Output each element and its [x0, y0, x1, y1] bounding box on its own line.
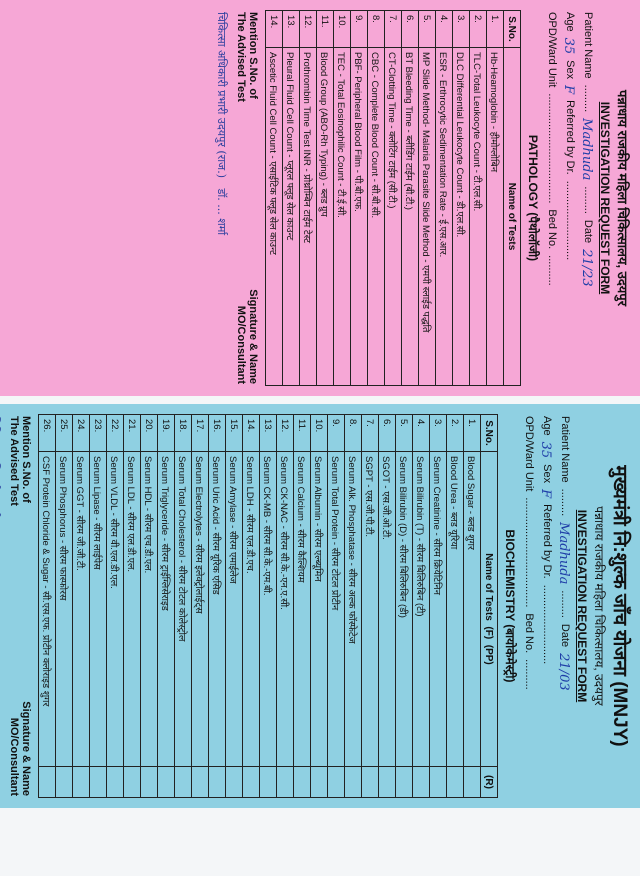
test-r-checkbox[interactable] [158, 767, 175, 798]
stamp-text: चिकित्सा अधिकारी प्रभारी [215, 12, 228, 115]
test-sno: 4. [413, 415, 430, 452]
section-title: BIOCHEMISTRY (बायोकेमेस्ट्री) [503, 529, 517, 683]
test-sno: 7. [385, 11, 402, 48]
table-row [243, 415, 260, 798]
mention-text: Mention S.No. of [247, 12, 259, 99]
test-r-checkbox[interactable] [243, 767, 260, 798]
test-name[interactable]: Pleural Fluid Cell Count - प्लूरल फ्लूड सेल काउन्ट [283, 48, 300, 386]
test-name[interactable]: DLC Differential Leukocyte Count - डी.एल.सी. [453, 48, 470, 386]
footer [8, 416, 32, 796]
table-row [436, 11, 453, 386]
test-sno: 16. [209, 415, 226, 452]
test-r-checkbox[interactable] [226, 767, 243, 798]
table-row [175, 415, 192, 798]
test-name[interactable]: Serum Amylase - सीरम एमाईलेज [226, 452, 243, 767]
table-row [328, 415, 345, 798]
sex-value[interactable]: F [561, 85, 576, 95]
patient-row: Patient Name ......... Madhuda ......... Date 21/03 [556, 416, 571, 691]
test-name[interactable]: Serum Uric Acid - सीरम यूरिक एसिड [209, 452, 226, 767]
test-r-checkbox[interactable] [464, 767, 481, 798]
test-r-checkbox[interactable] [447, 767, 464, 798]
sex-label: Sex [564, 60, 576, 80]
stamp [214, 12, 229, 384]
test-name[interactable]: Hb-Heamoglobin - हीमोग्लोबिन [487, 48, 504, 386]
test-name[interactable]: Serum Creatinine - सीरम क्रियेटिनिन [430, 452, 447, 767]
test-sno: 3. [453, 11, 470, 48]
test-r-checkbox[interactable] [430, 767, 447, 798]
pathology-form [0, 0, 640, 396]
test-sno: 14. [243, 415, 260, 452]
test-sno: 23. [90, 415, 107, 452]
test-sno: 9. [351, 11, 368, 48]
test-name[interactable]: Serum VLDL - सीरम वी.एल.डी.एल. [107, 452, 124, 767]
test-name[interactable]: Serum CK-MB - सीरम सी.के.-एम.बी. [260, 452, 277, 767]
patient-row: Patient Name ......... Madhuda ......... Date 21/23 [579, 12, 594, 287]
test-sno: 24. [73, 415, 90, 452]
signature-text: Signature & Name [20, 701, 32, 796]
table-row [226, 415, 243, 798]
hospital-title: पन्नाधाय राजकीय महिला चिकित्सालय, उदयपुर [592, 506, 606, 706]
pathology-form-sheet [0, 0, 640, 396]
test-name[interactable]: MP Slide Method- Malaria Parasite Slide Method - एमपी स्लाईड पद्धति [419, 48, 436, 386]
biochemistry-test-table [38, 414, 498, 798]
test-name[interactable]: Prothrombin Time Test INR - प्रोथ्रोम्बिन टाईम टेस्ट [300, 48, 317, 386]
stamp-sub [0, 522, 1, 582]
patient-label: Patient Name [559, 416, 571, 483]
table-row [192, 415, 209, 798]
test-name[interactable]: SGPT - एस.जी.पी.टी. [362, 452, 379, 767]
test-r-checkbox[interactable] [141, 767, 158, 798]
table-row [124, 415, 141, 798]
test-name[interactable]: CT-Clotting Time - क्लोटिंग टाईम (सी.टी.) [385, 48, 402, 386]
test-sno: 7. [362, 415, 379, 452]
age-value[interactable]: 35 [561, 37, 576, 55]
referred-label: Referred by Dr. [541, 504, 553, 579]
date-value[interactable]: 21/03 [556, 653, 571, 691]
test-r-checkbox[interactable] [39, 767, 56, 798]
patient-label: Patient Name [582, 12, 594, 79]
test-name[interactable]: CBC - Complete Blood Count - सी.बी.सी. [368, 48, 385, 386]
table-row [141, 415, 158, 798]
table-row [300, 11, 317, 386]
footer [235, 12, 259, 384]
test-sno: 10. [311, 415, 328, 452]
test-sno: 15. [226, 415, 243, 452]
col-name-label: Name of Tests [483, 553, 495, 621]
test-name[interactable]: Ascetic Fluid Cell Count - एसाईटिक फ्लूड सेल काउन्ट [266, 48, 283, 386]
table-row [317, 11, 334, 386]
col-name [481, 452, 498, 767]
col-sno: S.No. [481, 415, 498, 452]
test-sno: 2. [447, 415, 464, 452]
test-sno: 6. [379, 415, 396, 452]
date-label: Date [559, 623, 571, 648]
test-r-checkbox[interactable] [209, 767, 226, 798]
test-r-checkbox[interactable] [294, 767, 311, 798]
table-row [396, 415, 413, 798]
test-name[interactable]: Serum HDL - सीरम एच.डी.एल. [141, 452, 158, 767]
advised-text: The Advised Test [235, 12, 247, 102]
table-row [39, 415, 56, 798]
table-row [311, 415, 328, 798]
form-title: INVESTIGATION REQUEST FORM [575, 509, 589, 703]
test-sno: 1. [464, 415, 481, 452]
scheme-title: मुख्यमंत्री नि:शुल्क जाँच योजना (MNJY) [609, 465, 630, 747]
stamp-sub: उदयपुर (राज.) [215, 117, 228, 179]
col-f: (F) [483, 626, 495, 640]
test-name[interactable]: Serum Lipase - सीरम लाईपेस [90, 452, 107, 767]
consultant-text: MO/Consultant [8, 717, 20, 796]
col-sno: S.No. [504, 11, 521, 48]
table-row [362, 415, 379, 798]
test-sno: 19. [158, 415, 175, 452]
table-row [351, 11, 368, 386]
table-row [277, 415, 294, 798]
sex-value[interactable]: F [538, 489, 553, 499]
patient-value[interactable]: Madhuda [556, 522, 571, 585]
test-name[interactable]: Serum Albumin - सीरम एल्ब्यूमिन [311, 452, 328, 767]
age-row: Age 35 Sex F Referred by Dr. .......................... [561, 12, 576, 261]
test-sno: 13. [283, 11, 300, 48]
test-name[interactable]: Blood Urea - ब्लड यूरिया [447, 452, 464, 767]
test-sno: 14. [266, 11, 283, 48]
stamp [0, 416, 2, 796]
test-name[interactable]: Serum Calcium - सीरम कैल्शियम [294, 452, 311, 767]
opd-label: OPD/Ward Unit [523, 416, 535, 492]
test-name[interactable]: Serum Electrolytes - सीरम इलेक्ट्रोलाईट्स [192, 452, 209, 767]
test-sno: 5. [419, 11, 436, 48]
test-sno: 17. [192, 415, 209, 452]
test-sno: 1. [487, 11, 504, 48]
test-name[interactable]: Serum Bilirubin (T) - सीरम बिलिरुबिन (टी) [413, 452, 430, 767]
signature-hand: डॉ. ... शर्मा [215, 188, 228, 236]
consultant-text: MO/Consultant [235, 305, 247, 384]
test-name[interactable]: Serum Total Protein - सीरम टोटल प्रोटीन [328, 452, 345, 767]
test-sno: 12. [277, 415, 294, 452]
table-row [334, 11, 351, 386]
table-row [158, 415, 175, 798]
age-label: Age [541, 416, 553, 436]
test-sno: 5. [396, 415, 413, 452]
section-title: PATHOLOGY (पैथोलॉजी) [526, 134, 540, 262]
advised-text: The Advised Test [8, 416, 20, 506]
bed-label: Bed No. [523, 613, 535, 654]
age-row: Age 35 Sex F Referred by Dr. .......................... [538, 416, 553, 665]
table-row [430, 415, 447, 798]
test-name[interactable]: Serum LDH - सीरम एल.डी.एच. [243, 452, 260, 767]
test-sno: 8. [345, 415, 362, 452]
stamp-text [0, 416, 1, 518]
test-r-checkbox[interactable] [90, 767, 107, 798]
table-row [402, 11, 419, 386]
test-name[interactable]: Serum Bilirubin (D) - सीरम बिलिरुबिन (डी) [396, 452, 413, 767]
opd-row: OPD/Ward Unit .................................... Bed No. .......... [523, 416, 535, 690]
table-row [368, 11, 385, 386]
table-row [56, 415, 73, 798]
test-r-checkbox[interactable] [345, 767, 362, 798]
col-pp: (PP) [483, 644, 495, 665]
bed-label: Bed No. [546, 209, 558, 250]
table-row [470, 11, 487, 386]
test-sno: 25. [56, 415, 73, 452]
patient-value[interactable]: Madhuda [579, 118, 594, 181]
test-r-checkbox[interactable] [56, 767, 73, 798]
table-row [419, 11, 436, 386]
test-r-checkbox[interactable] [277, 767, 294, 798]
test-sno: 10. [334, 11, 351, 48]
table-row [209, 415, 226, 798]
table-row [413, 415, 430, 798]
table-row [294, 415, 311, 798]
table-row [107, 415, 124, 798]
test-sno: 4. [436, 11, 453, 48]
table-row [453, 11, 470, 386]
date-label: Date [582, 219, 594, 244]
referred-label: Referred by Dr. [564, 100, 576, 175]
age-label: Age [564, 12, 576, 32]
test-r-checkbox[interactable] [107, 767, 124, 798]
table-row [260, 415, 277, 798]
table-row [385, 11, 402, 386]
table-row [345, 415, 362, 798]
test-name[interactable]: TLC-Total Leukocyte Count - टी.एल.सी. [470, 48, 487, 386]
test-sno: 20. [141, 415, 158, 452]
biochemistry-form [0, 404, 640, 808]
hospital-title: पन्नाधाय राजकीय महिला चिकित्सालय, उदयपुर [615, 89, 630, 307]
test-sno: 9. [328, 415, 345, 452]
col-r: (R) [481, 767, 498, 798]
test-r-checkbox[interactable] [124, 767, 141, 798]
test-name[interactable]: Serum GGT - सीरम जी.जी.टी. [73, 452, 90, 767]
test-name[interactable]: ESR - Erthrocytic Sedimentation Rate - ई.एस.आर. [436, 48, 453, 386]
test-name[interactable]: Blood Group (ABO-Rh Typing) - ब्लड ग्रुप [317, 48, 334, 386]
date-value[interactable]: 21/23 [579, 249, 594, 287]
test-sno: 22. [107, 415, 124, 452]
age-value[interactable]: 35 [538, 441, 553, 459]
test-r-checkbox[interactable] [192, 767, 209, 798]
test-name[interactable]: PBF- Peripheral Blood Film - पी.बी.एफ. [351, 48, 368, 386]
form-title: INVESTIGATION REQUEST FORM [598, 101, 612, 295]
test-name[interactable]: CSF Protein Chloride & Sugar - सी.एस.एफ. प्रोटीन क्लोराइड शुगर [39, 452, 56, 767]
table-row [90, 415, 107, 798]
test-name[interactable]: Serum Total Cholesterol - सीरम टोटल कोलेस्ट्रोल [175, 452, 192, 767]
col-name: Name of Tests [504, 48, 521, 386]
sex-label: Sex [541, 464, 553, 484]
test-name[interactable]: TEC - Total Eosinophilic Count - टी.ई.सी. [334, 48, 351, 386]
test-sno: 11. [317, 11, 334, 48]
table-header [504, 11, 521, 386]
test-name[interactable]: Serum LDL - सीरम एल.डी.एल. [124, 452, 141, 767]
test-r-checkbox[interactable] [175, 767, 192, 798]
test-sno: 13. [260, 415, 277, 452]
table-row [283, 11, 300, 386]
table-row [447, 415, 464, 798]
signature-text: Signature & Name [247, 289, 259, 384]
table-row [266, 11, 283, 386]
test-sno: 21. [124, 415, 141, 452]
table-row [379, 415, 396, 798]
test-r-checkbox[interactable] [311, 767, 328, 798]
test-sno: 2. [470, 11, 487, 48]
test-name[interactable]: SGOT - एस.जी.ओ.टी. [379, 452, 396, 767]
test-name[interactable]: Blood Sugar - ब्लड शुगर [464, 452, 481, 767]
opd-row: OPD/Ward Unit .................................... Bed No. .......... [546, 12, 558, 286]
test-r-checkbox[interactable] [413, 767, 430, 798]
test-name[interactable]: Serum Phosphorus - सीरम फास्फोरस [56, 452, 73, 767]
test-sno: 8. [368, 11, 385, 48]
table-header [481, 415, 498, 798]
test-r-checkbox[interactable] [362, 767, 379, 798]
test-sno: 26. [39, 415, 56, 452]
test-name[interactable]: Serum Alk. Phosphatase - सीरम अल्क फॉस्फेटेज [345, 452, 362, 767]
test-sno: 12. [300, 11, 317, 48]
test-sno: 3. [430, 415, 447, 452]
biochemistry-form-sheet [0, 404, 640, 808]
test-r-checkbox[interactable] [396, 767, 413, 798]
mention-text: Mention S.No. of [20, 416, 32, 503]
test-name[interactable]: BT Bleeding Time - ब्लीडिंग टाईम (बी.टी.) [402, 48, 419, 386]
test-r-checkbox[interactable] [379, 767, 396, 798]
test-r-checkbox[interactable] [260, 767, 277, 798]
test-name[interactable]: Serum Triglyceride - सीरम ट्राईग्लिसेराइड [158, 452, 175, 767]
table-row [487, 11, 504, 386]
table-row [73, 415, 90, 798]
opd-label: OPD/Ward Unit [546, 12, 558, 88]
test-name[interactable]: Serum CK-NAC - सीरम सी.के.-एन.ए.सी. [277, 452, 294, 767]
test-sno: 18. [175, 415, 192, 452]
test-r-checkbox[interactable] [328, 767, 345, 798]
table-row [464, 415, 481, 798]
test-sno: 11. [294, 415, 311, 452]
test-sno: 6. [402, 11, 419, 48]
test-r-checkbox[interactable] [73, 767, 90, 798]
pathology-test-table [265, 10, 521, 386]
